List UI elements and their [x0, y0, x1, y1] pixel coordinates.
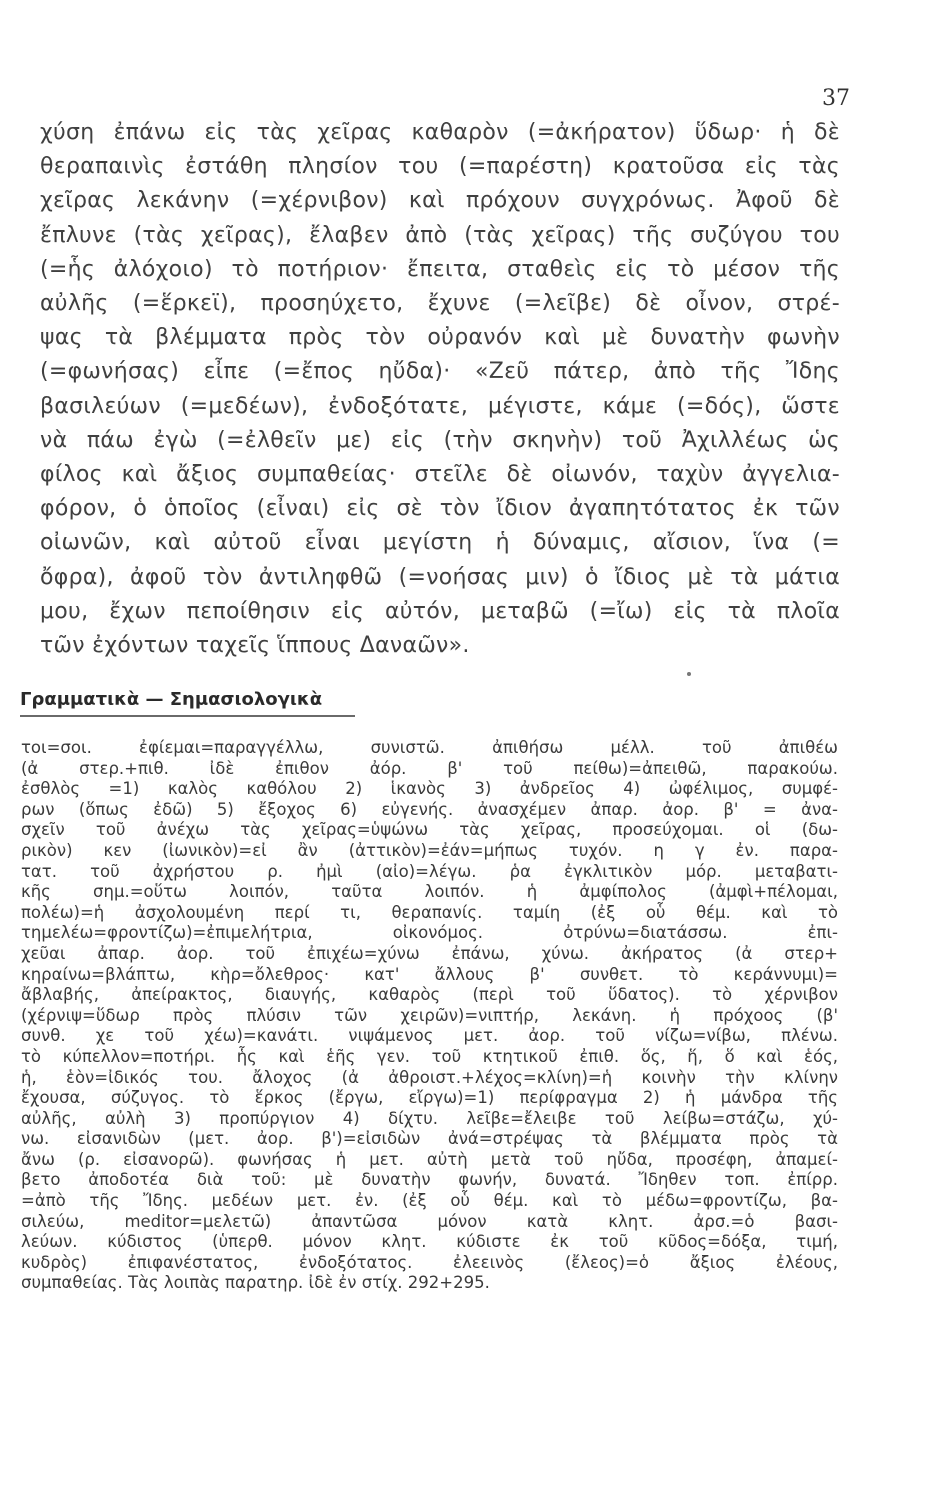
notes-line: σχεῖν τοῦ ἀνέχω τὰς χεῖρας=ὑψώνω τὰς χεῖρας, προσεύχομαι. οἱ (δω-: [21, 820, 838, 840]
notes-line: ρικὸν) κεν (ἰωνικὸν)=εἰ ἂν (ἀττικὸν)=ἐάν=μήπως τυχόν. η γ ἐν. παρα-: [21, 840, 838, 860]
notes-line: τὸ κύπελλον=ποτήρι. ἧς καὶ ἑῆς γεν. τοῦ κτητικοῦ ἐπιθ. ὅς, ἥ, ὅ καὶ ἑός,: [21, 1046, 838, 1066]
notes-line: ἐσθλὸς =1) καλὸς καθόλου 2) ἱκανὸς 3) ἀνδρεῖος 4) ὠφέλιμος, συμφέ-: [21, 779, 838, 799]
main-text-line: χεῖρας λεκάνην (=χέρνιβον) καὶ πρόχουν συγχρόνως. Ἀφοῦ δὲ: [40, 188, 840, 214]
page-number: 37: [822, 86, 850, 111]
notes-line: =ἀπὸ τῆς Ἴδης. μεδέων μετ. ἐν. (ἐξ οὗ θέμ. καὶ τὸ μέδω=φροντίζω, βα-: [21, 1191, 838, 1211]
notes-line: ἔχουσα, σύζυγος. τὸ ἕρκος (ἔργω, εἴργω)=1) περίφραγμα 2) ἡ μάνδρα τῆς: [21, 1088, 838, 1108]
main-text-line: τῶν ἐχόντων ταχεῖς ἵππους Δαναῶν».: [40, 633, 470, 659]
notes-line: κηραίνω=βλάπτω, κὴρ=ὄλεθρος· κατ' ἄλλους β' συνθετ. τὸ κεράννυμι)=: [21, 964, 838, 984]
notes-line: σιλεύω, meditor=μελετῶ) ἀπαντῶσα μόνον κατὰ κλητ. ἀρσ.=ὁ βασι-: [21, 1211, 838, 1231]
main-text-line: αὐλῆς (=ἕρκεϊ), προσηύχετο, ἔχυνε (=λεῖβε) δὲ οἶνον, στρέ-: [40, 291, 840, 317]
notes-line: ἄνω (ρ. εἰσανορῶ). φωνήσας ἡ μετ. αὐτὴ μετὰ τοῦ ηὔδα, προσέφη, ἀπαμεί-: [21, 1149, 838, 1169]
notes-line: (ἀ στερ.+πιθ. ἰδὲ ἐπιθον ἀόρ. β' τοῦ πείθω)=ἀπειθῶ, παρακούω.: [21, 758, 838, 778]
notes-line: συμπαθείας. Τὰς λοιπὰς παρατηρ. ἰδὲ ἐν στίχ. 292+295.: [21, 1273, 490, 1293]
notes-line: ρων (ὅπως ἐδῶ) 5) ἔξοχος 6) εὐγενής. ἀνασχέμεν ἀπαρ. ἀορ. β' = ἀνα-: [21, 799, 838, 819]
notes-line: νω. εἰσανιδὼν (μετ. ἀορ. β')=εἰσιδὼν ἀνά=στρέψας τὰ βλέμματα πρὸς τὰ: [21, 1129, 838, 1149]
main-text-line: ψας τὰ βλέμματα πρὸς τὸν οὐρανόν καὶ μὲ δυνατὴν φωνὴν: [40, 325, 840, 351]
main-text-line: φόρον, ὁ ὁποῖος (εἶναι) εἰς σὲ τὸν ἴδιον ἀγαπητότατος ἐκ τῶν: [40, 496, 840, 522]
main-text-line: βασιλεύων (=μεδέων), ἐνδοξότατε, μέγιστε, κάμε (=δός), ὥστε: [40, 393, 840, 419]
notes-line: τατ. τοῦ ἀχρήστου ρ. ἠμὶ (αἰο)=λέγω. ῥα ἐγκλιτικὸν μόρ. μεταβατι-: [21, 861, 838, 881]
section-underline: [20, 715, 355, 717]
notes-line: τοι=σοι. ἐφίεμαι=παραγγέλλω, συνιστῶ. ἀπιθήσω μέλλ. τοῦ ἀπιθέω: [21, 738, 838, 757]
notes-line: πολέω)=ἡ ἀσχολουμένη περί τι, θεραπανίς. ταμίη (ἐξ οὗ θέμ. καὶ τὸ: [21, 902, 838, 922]
notes-line: χεῦαι ἀπαρ. ἀορ. τοῦ ἐπιχέω=χύνω ἐπάνω, χύνω. ἀκήρατος (ἀ στερ+: [21, 943, 838, 963]
notes-line: ἡ, ἑὸν=ἰδικός του. ἄλοχος (ἀ ἀθροιστ.+λέχος=κλίνη)=ἡ κοινὴν τὴν κλίνην: [21, 1067, 838, 1087]
main-text-line: νὰ πάω ἐγὼ (=ἐλθεῖν με) εἰς (τὴν σκηνὴν) τοῦ Ἀχιλλέως ὡς: [40, 427, 840, 453]
main-text-line: θεραπαινὶς ἐστάθη πλησίον του (=παρέστη) κρατοῦσα εἰς τὰς: [40, 154, 840, 180]
notes-line: λεύων. κύδιστος (ὑπερθ. μόνον κλητ. κύδιστε ἐκ τοῦ κῦδος=δόξα, τιμή,: [21, 1232, 838, 1252]
notes-line: κυδρὸς) ἐπιφανέστατος, ἐνδοξότατος. ἐλεεινὸς (ἔλεος)=ὁ ἄξιος ἐλέους,: [21, 1252, 838, 1272]
main-text-line: ἔπλυνε (τὰς χεῖρας), ἔλαβεν ἀπὸ (τὰς χεῖρας) τῆς συζύγου του: [40, 222, 840, 248]
notes-line: τημελέω=φροντίζω)=ἐπιμελήτρια, οἰκονόμος. ὀτρύνω=διατάσσω. ἐπι-: [21, 923, 838, 943]
main-text-line: οἰωνῶν, καὶ αὐτοῦ εἶναι μεγίστη ἡ δύναμις, αἴσιον, ἵνα (=: [40, 530, 840, 556]
section-heading: Γραμματικὰ — Σημασιολογικὰ: [20, 689, 323, 710]
notes-line: (χέρνιψ=ὕδωρ πρὸς πλύσιν τῶν χειρῶν)=νιπτήρ, λεκάνη. ἡ πρόχοος (β': [21, 1005, 838, 1025]
main-text-line: φίλος καὶ ἄξιος συμπαθείας· στεῖλε δὲ οἰωνόν, ταχὺν ἀγγελια-: [40, 462, 840, 488]
notes-line: βετο ἀποδοτέα διὰ τοῦ: μὲ δυνατὴν φωνήν, δυνατά. Ἴδηθεν τοπ. ἐπίρρ.: [21, 1170, 838, 1190]
notes-line: συνθ. χε τοῦ χέω)=κανάτι. νιψάμενος μετ. ἀορ. τοῦ νίζω=νίβω, πλένω.: [21, 1026, 838, 1046]
main-text-block: [40, 116, 840, 663]
main-text-line: μου, ἔχων πεποίθησιν εἰς αὐτόν, μεταβῶ (=ἴω) εἰς τὰ πλοῖα: [40, 598, 840, 624]
main-text-line: (=φωνήσας) εἶπε (=ἔπος ηὔδα)· «Ζεῦ πάτερ, ἀπὸ τῆς Ἴδης: [40, 359, 840, 385]
print-dot: [687, 672, 691, 676]
main-text-line: ὄφρα), ἀφοῦ τὸν ἀντιληφθῶ (=νοήσας μιν) ὁ ἴδιος μὲ τὰ μάτια: [40, 564, 840, 590]
main-text-line: χύση ἐπάνω εἰς τὰς χεῖρας καθαρὸν (=ἀκήρατον) ὕδωρ· ἡ δὲ: [40, 120, 840, 145]
notes-block: [21, 738, 838, 1294]
notes-line: αὐλῆς, αὐλὴ 3) προπύργιον 4) δίχτυ. λεῖβε=ἔλειβε τοῦ λείβω=στάζω, χύ-: [21, 1108, 838, 1128]
notes-line: ἄβλαβής, ἀπείρακτος, διαυγής, καθαρὸς (περὶ τοῦ ὕδατος). τὸ χέρνιβον: [21, 985, 838, 1005]
notes-line: κῆς σημ.=οὕτω λοιπόν, ταῦτα λοιπόν. ἡ ἀμφίπολος (ἀμφὶ+πέλομαι,: [21, 882, 838, 902]
main-text-line: (=ἧς ἀλόχοιο) τὸ ποτήριον· ἔπειτα, σταθεὶς εἰς τὸ μέσον τῆς: [40, 256, 840, 282]
